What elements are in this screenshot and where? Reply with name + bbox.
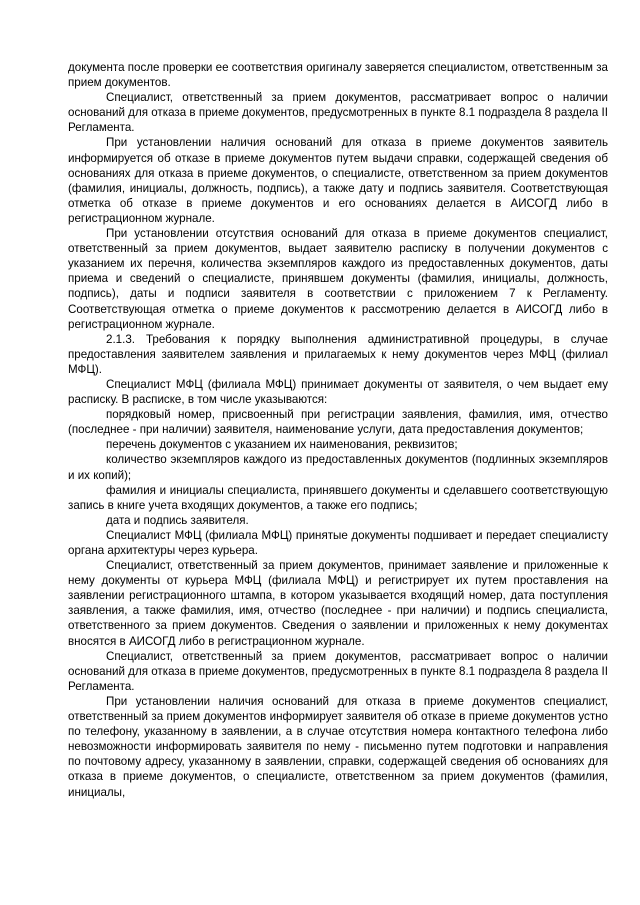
paragraph-continuation: документа после проверки ее соответствия оригиналу заверяется специалистом, ответственным за прием документов.: [68, 61, 608, 90]
paragraph: 2.1.3. Требования к порядку выполнения административной процедуры, в случае предоставления заявителем заявления и прилагаемых к нему документов через МФЦ (филиал МФЦ).: [68, 332, 608, 376]
paragraph: При установлении наличия оснований для отказа в приеме документов заявитель информируется об отказе в приеме документов путем выдачи справки, содержащей сведения об основаниях для отказа в приеме документов, о специалисте, ответственном за прием документов (фамилия, инициалы, должность, подпись), а также дату и подпись заявителя. Соответствующая отметка об отказе в приеме документов и его основаниях делается в АИСОГД либо в регистрационном журнале.: [68, 136, 608, 225]
list-item: порядковый номер, присвоенный при регистрации заявления, фамилия, имя, отчество (последнее - при наличии) заявителя, наименование услуги, дата предоставления документов;: [68, 408, 608, 437]
paragraph: Специалист, ответственный за прием документов, рассматривает вопрос о наличии оснований для отказа в приеме документов, предусмотренных в пункте 8.1 подраздела 8 раздела II Регламента.: [68, 649, 608, 693]
paragraph: Специалист МФЦ (филиала МФЦ) принимает документы от заявителя, о чем выдает ему расписку. В расписке, в том числе указываются:: [68, 377, 608, 407]
list-item: фамилия и инициалы специалиста, принявшего документы и сделавшего соответствующую запись в книге учета входящих документов, а также его подпись;: [68, 483, 608, 512]
paragraph: Специалист, ответственный за прием документов, рассматривает вопрос о наличии оснований для отказа в приеме документов, предусмотренных в пункте 8.1 подраздела 8 раздела II Регламента.: [68, 91, 608, 135]
paragraph: Специалист, ответственный за прием документов, принимает заявление и приложенные к нему документы от курьера МФЦ (филиала МФЦ) и регистрирует их путем проставления на заявлении регистрационного штампа, в котором указывается входящий номер, дата поступления заявления, а также фамилия, имя, отчество (последнее - при наличии) и подпись специалиста, ответственного за прием документов. Сведения о заявлении и приложенных к нему документах вносятся в АИСОГД либо в регистрационном журнале.: [68, 559, 608, 648]
paragraph: При установлении отсутствия оснований для отказа в приеме документов специалист, ответственный за прием документов, выдает заявителю расписку в получении документов с указанием их перечня, количества экземпляров каждого из предоставленных документов, даты приема и сведений о специалисте, принявшем документы (фамилия, инициалы, должность, подпись), даты и подписи заявителя в соответствии с приложением 7 к Регламенту. Соответствующая отметка о приеме документов к рассмотрению делается в АИСОГД либо в регистрационном журнале.: [68, 227, 608, 331]
paragraph: Специалист МФЦ (филиала МФЦ) принятые документы подшивает и передает специалисту органа архитектуры через курьера.: [68, 528, 608, 557]
list-item: дата и подпись заявителя.: [106, 513, 249, 527]
document-page: [68, 60, 608, 800]
list-item: перечень документов с указанием их наименования, реквизитов;: [106, 438, 458, 452]
list-item: количество экземпляров каждого из предоставленных документов (подлинных экземпляров и их копий);: [68, 453, 608, 482]
paragraph: При установлении наличия оснований для отказа в приеме документов специалист, ответственный за прием документов информирует заявителя об отказе в приеме документов устно по телефону, указанному в заявлении, а в случае отсутствия номера контактного телефона либо невозможности информировать заявителя по нему - письменно путем подготовки и направления по почтовому адресу, указанному в заявлении, справки, содержащей сведения об основаниях для отказа в приеме документов, о специалисте, ответственном за прием документов (фамилия, инициалы,: [68, 694, 608, 799]
